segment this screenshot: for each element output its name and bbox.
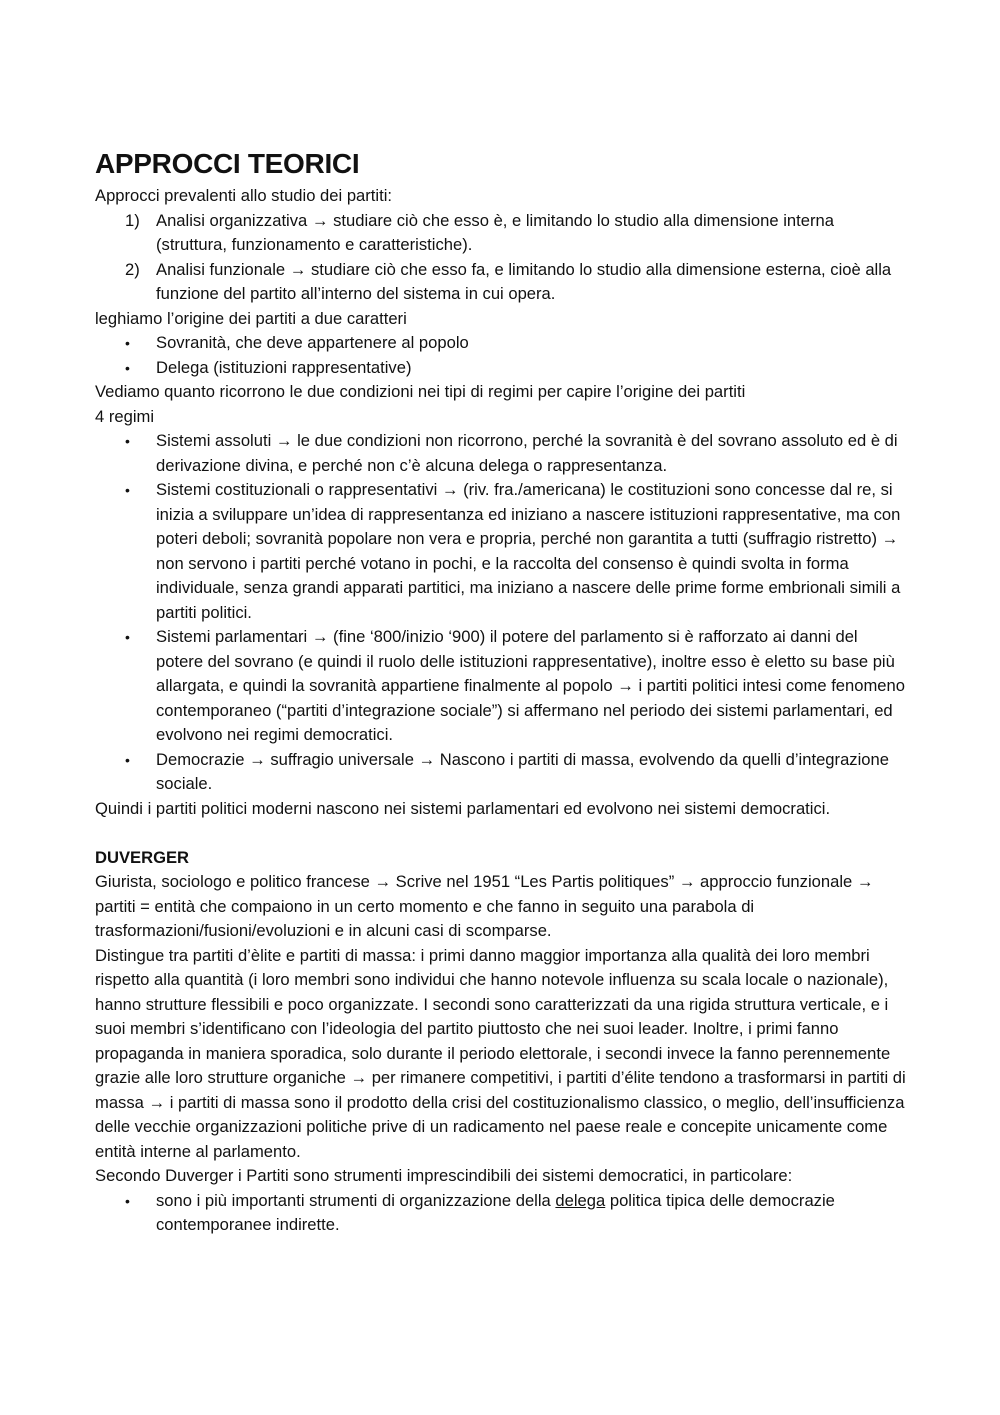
- list-item-text-end: politica tipica delle democrazie contemporanee indirette.: [156, 1190, 835, 1234]
- duverger-paragraph-2: Distingue tra partiti d’èlite e partiti di massa: i primi danno maggior importanza alla qualità dei loro membri rispetto alla quantità (i loro membri sono individui che hanno notevole influenza su scala locale o nazionale), hanno strutture flessibili e poco organizzate. I secondi sono caratterizzati da una rigida struttura verticale, e i suoi membri s’identificano con l’ideologia del partito piuttosto che nei suoi leader. Inoltre, i primi fanno propaganda in maniera sporadica, solo durante il periodo elettorale, i secondi invece la fanno perennemente grazie alle loro strutture organiche → per rimanere competitivi, i partiti d’élite tendono a trasformarsi in partiti di massa → i partiti di massa sono il prodotto della crisi del costituzionalismo classico, o meglio, dell’insufficienza delle vecchie organizzazioni politiche prive di un radicamento nel paese reale e concepite unicamente come entità interne al parlamento.: [95, 945, 906, 1161]
- duverger-paragraph-3: Secondo Duverger i Partiti sono strumenti imprescindibili dei sistemi democratici, in particolare:: [95, 1166, 793, 1185]
- list-item-text: Delega (istituzioni rappresentative): [156, 357, 412, 377]
- list-item-text: Analisi organizzativa → studiare ciò che esso è, e limitando lo studio alla dimensione interna (struttura, funzionamento e caratteristiche).: [156, 210, 834, 254]
- list-item: [95, 331, 907, 356]
- list-item-text: [156, 1191, 835, 1235]
- list-item-text: Sovranità, che deve appartenere al popolo: [156, 333, 469, 352]
- list-item-text: Sistemi costituzionali o rappresentativi → (riv. fra./americana) le costituzioni sono concesse dal re, si inizia a sviluppare un’idea di rappresentanza ed iniziano a nascere istituzioni rappresentative, ma con poteri deboli; sovranità popolare non vera e propria, perché non garantita a tutti (suffragio ristretto) → non servono i partiti perché votano in pochi, e la raccolta del consenso è quindi svolta in forma individuale, senza grandi apparati partitici, ma iniziano a nascere delle prime forme embrionali simili a partiti politici.: [156, 480, 901, 622]
- list-item-text: Democrazie → suffragio universale → Nascono i partiti di massa, evolvendo da quelli d’integrazione sociale.: [156, 749, 889, 793]
- list-item: [95, 429, 907, 478]
- bullet-icon: •: [125, 335, 130, 351]
- list-item-text: Sistemi assoluti → le due condizioni non ricorrono, perché la sovranità è del sovrano assoluto ed è di derivazione divina, e perché non c’è alcuna delega o rappresentanza.: [156, 431, 898, 475]
- bullet-icon: •: [125, 359, 130, 376]
- duverger-list: [95, 1189, 907, 1238]
- page-title: APPROCCI TEORICI: [95, 148, 360, 179]
- section-spacer: [95, 821, 907, 846]
- list-item-text-start: sono i più importanti strumenti di organizzazione della: [156, 1190, 556, 1210]
- list-item-text: Analisi funzionale → studiare ciò che esso fa, e limitando lo studio alla dimensione esterna, cioè alla funzione del partito all’interno del sistema in cui opera.: [156, 259, 892, 303]
- bullet-icon: •: [125, 629, 130, 645]
- regimes-list: [95, 429, 907, 797]
- section-heading-duverger: DUVERGER: [95, 847, 190, 867]
- approaches-intro: Approcci prevalenti allo studio dei partiti:: [95, 186, 393, 205]
- bullet-icon: •: [125, 1192, 130, 1209]
- regimes-intro: Vediamo quanto ricorrono le due condizioni nei tipi di regimi per capire l’origine dei partiti: [95, 382, 746, 401]
- list-item: [95, 625, 907, 748]
- bullet-icon: •: [125, 433, 130, 449]
- list-item: [95, 209, 907, 258]
- regimes-count: 4 regimi: [95, 406, 155, 426]
- characters-list: [95, 331, 907, 380]
- list-number: 2): [125, 259, 140, 279]
- document-content: [95, 146, 907, 1238]
- approaches-list: [95, 209, 907, 307]
- conclusion: Quindi i partiti politici moderni nascono nei sistemi parlamentari ed evolvono nei sistemi democratici.: [95, 798, 831, 818]
- list-item: [95, 356, 907, 381]
- list-item: [95, 478, 907, 625]
- duverger-paragraph-1: Giurista, sociologo e politico francese → Scrive nel 1951 “Les Partis politiques” → approccio funzionale → partiti = entità che compaiono in un certo momento e che fanno in seguito una parabola di trasformazioni/fusioni/evoluzioni e in alcuni casi di scomparse.: [95, 872, 874, 940]
- bullet-icon: •: [125, 482, 130, 498]
- origin-intro: leghiamo l’origine dei partiti a due caratteri: [95, 308, 407, 328]
- bullet-icon: •: [125, 751, 130, 768]
- list-item: [95, 748, 907, 797]
- list-item-text: Sistemi parlamentari → (fine ‘800/inizio ‘900) il potere del parlamento si è rafforzato ai danni del potere del sovrano (e quindi il ruolo delle istituzioni rappresentative), inoltre esso è eletto su base più allargata, e quindi la sovranità appartiene finalmente al popolo → i partiti politici intesi come fenomeno contemporaneo (“partiti d’integrazione sociale”) si affermano nel periodo dei sistemi parlamentari, ed evolvono nei regimi democratici.: [156, 627, 905, 744]
- list-item: [95, 258, 907, 307]
- list-item: [95, 1189, 907, 1238]
- underlined-term: delega: [555, 1190, 606, 1210]
- list-number: 1): [125, 210, 140, 230]
